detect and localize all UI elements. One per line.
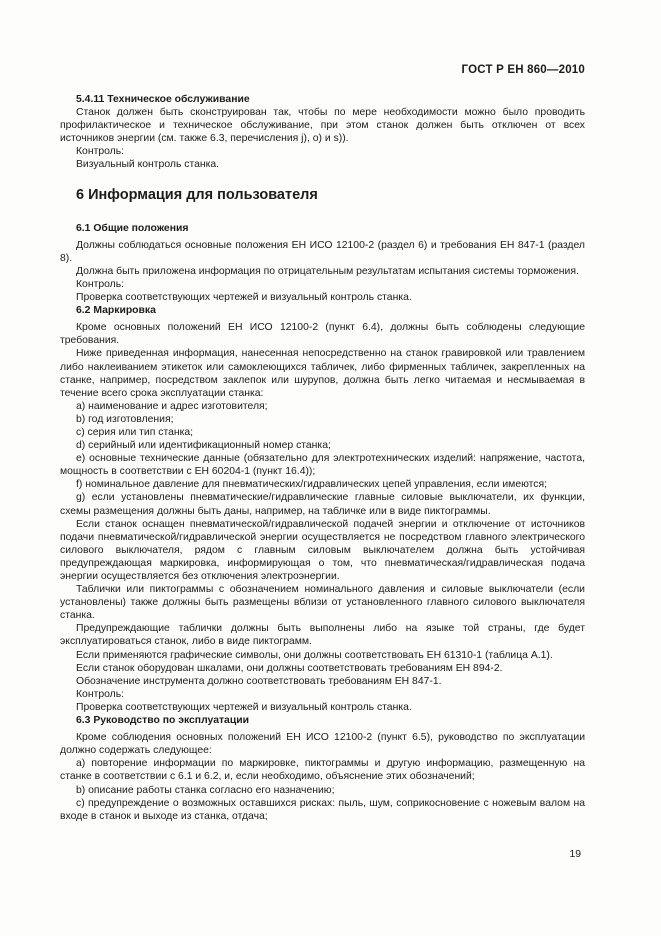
paragraph: Проверка соответствующих чертежей и визуальный контроль станка. (76, 292, 412, 304)
section-5-4-11-heading: 5.4.11 Техническое обслуживание (76, 94, 250, 105)
paragraph: Если станок оборудован шкалами, они должны соответствовать требованиям ЕН 894-2. (76, 662, 503, 674)
list-item: d) серийный или идентификационный номер станка; (76, 440, 331, 452)
list-item: f) номинальное давление для пневматических/гидравлических цепей управления, если имеются; (76, 479, 548, 491)
section-6-3-heading: 6.3 Руководство по эксплуатации (76, 715, 250, 727)
section-6-1-heading: 6.1 Общие положения (76, 222, 189, 234)
paragraph: Если применяются графические символы, они должны соответствовать ЕН 61310-1 (таблица А.1). (76, 649, 553, 661)
page-number: 19 (569, 849, 581, 860)
paragraph: Контроль: (76, 146, 125, 158)
section-6-heading: 6 Информация для пользователя (76, 186, 318, 203)
list-item: g) если установлены пневматические/гидравлические главные силовые выключатели, их функции, схемы размещения должны быть даны, например, на табличке или в виде пиктограммы. (60, 492, 585, 517)
paragraph: Визуальный контроль станка. (76, 159, 220, 171)
document-body (60, 93, 585, 823)
paragraph: Должна быть приложена информация по отрицательным результатам испытания системы торможения. (76, 265, 579, 277)
paragraph: Кроме соблюдения основных положений ЕН ИСО 12100-2 (пункт 6.5), руководство по эксплуатации должно содержать следующее: (60, 732, 585, 757)
list-item: c) предупреждение о возможных оставшихся рисках: пыль, шум, соприкосновение с ножевым валом на входе в станок и выходе из станка, отдача; (60, 797, 585, 822)
document-id: ГОСТ Р ЕН 860—2010 (461, 64, 585, 76)
paragraph: Контроль: (76, 688, 125, 700)
list-item: a) повторение информации по маркировке, пиктограммы и другую информацию, размещенную на станке в соответствии с 6.1 и 6.2, и, если необходимо, объяснение этих обозначений; (60, 758, 585, 783)
section-6-2-heading: 6.2 Маркировка (76, 305, 156, 317)
list-item: b) описание работы станка согласно его назначению; (76, 784, 335, 796)
paragraph: Таблички или пиктограммы с обозначением номинального давления и силовые выключатели (если установлены) также должны быть размещены вблизи от установленного главного силового выключателя станка. (60, 584, 585, 622)
list-item: c) серия или тип станка; (76, 426, 194, 438)
paragraph: Предупреждающие таблички должны быть выполнены либо на языке той страны, где будет эксплуатироваться станок, либо в виде пиктограмм. (60, 623, 585, 648)
list-item: a) наименование и адрес изготовителя; (76, 400, 268, 412)
paragraph: Обозначение инструмента должно соответствовать требованиям ЕН 847-1. (76, 675, 442, 687)
paragraph: Контроль: (76, 278, 125, 290)
paragraph: Проверка соответствующих чертежей и визуальный контроль станка. (76, 701, 412, 713)
paragraph: Кроме основных положений ЕН ИСО 12100-2 (пункт 6.4), должны быть соблюдены следующие требования. (60, 322, 585, 347)
paragraph: Если станок оснащен пневматической/гидравлической подачей энергии и отключение от источников подачи пневматической/гидравлической энергии осуществляется не посредством главного электрического силового выключателя, рядом с главным силовым выключателем должна быть устойчивая предупреждающая маркировка, информирующая о том, что пневматическая/гидравлическая подача энергии осуществляется без отключения электроэнергии. (60, 518, 585, 582)
paragraph: Станок должен быть сконструирован так, чтобы по мере необходимости можно было проводить профилактическое и техническое обслуживание, при этом станок должен быть отключен от всех источников энергии (см. также 6.3, перечисления j), о) и s)). (60, 107, 585, 145)
list-item: e) основные технические данные (обязательно для электротехнических изделий: напряжение, частота, мощность в соответствии с ЕН 60204-1 (пункт 16.4)); (60, 453, 585, 478)
paragraph: Должны соблюдаться основные положения ЕН ИСО 12100-2 (раздел 6) и требования ЕН 847-1 (раздел 8). (60, 239, 585, 264)
paragraph: Ниже приведенная информация, нанесенная непосредственно на станок гравировкой или травлением либо наклеиванием этикеток или самоклеющихся табличек, либо фирменных табличек, закрепленных на станке, например, посредством заклепок или шурупов, должна быть легко читаемая и несмываемая в течение всего срока эксплуатации станка: (60, 348, 585, 399)
list-item: b) год изготовления; (76, 413, 174, 425)
